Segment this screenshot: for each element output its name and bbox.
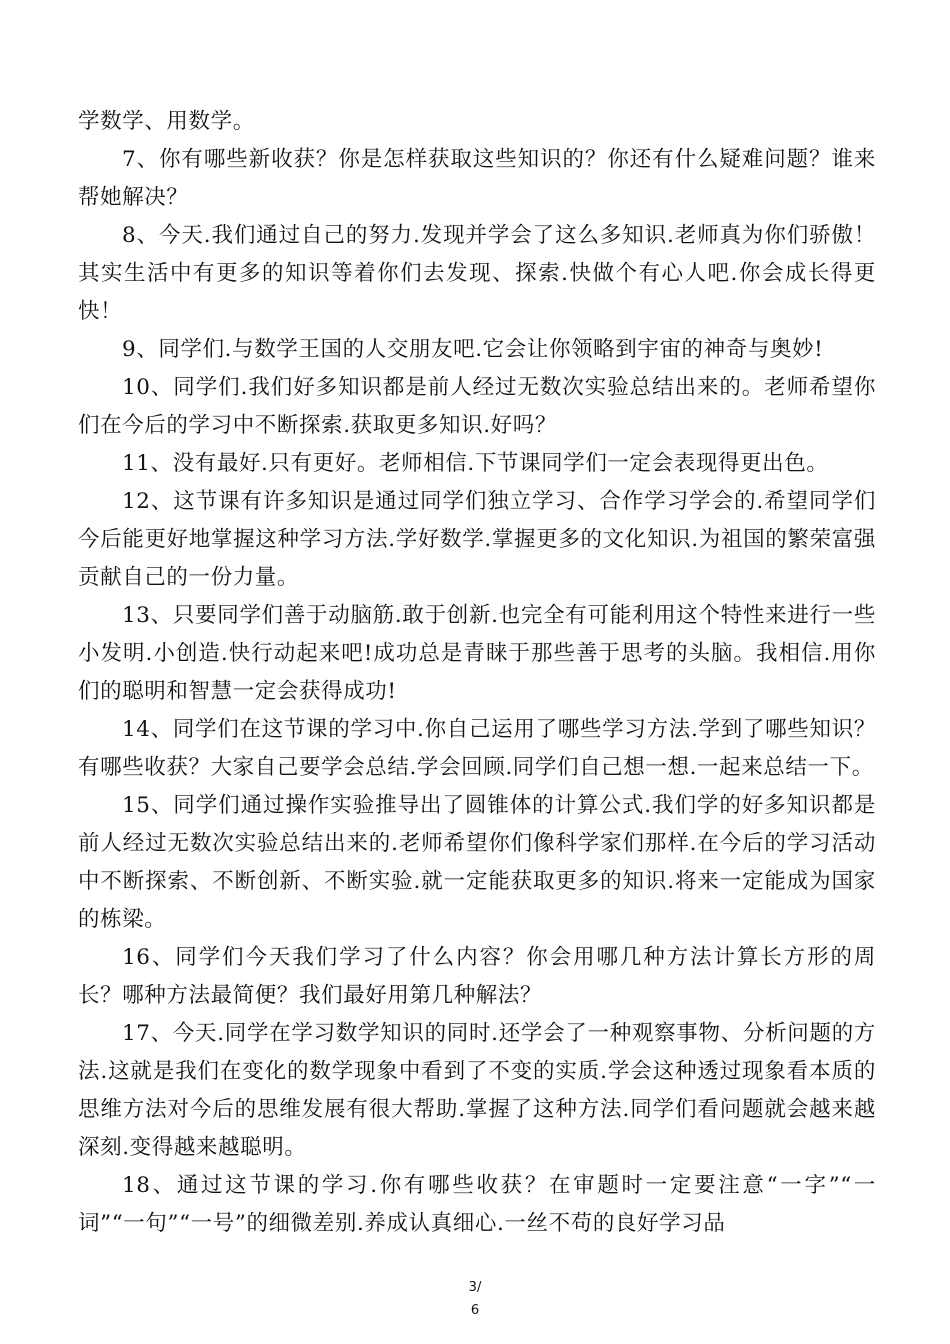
paragraph-item-16: 16、同学们今天我们学习了什么内容？你会用哪几种方法计算长方形的周长？哪种方法最简便？我们最好用第几种解法？ (78, 945, 876, 1008)
document-body (78, 103, 876, 1243)
paragraph-continuation: 学数学、用数学。 (78, 109, 255, 134)
paragraph-item-8: 8、今天.我们通过自己的努力.发现并学会了这么多知识.老师真为你们骄傲！其实生活中有更多的知识等着你们去发现、探索.快做个有心人吧.你会成长得更快！ (78, 223, 876, 324)
paragraph-item-10: 10、同学们.我们好多知识都是前人经过无数次实验总结出来的。老师希望你们在今后的学习中不断探索.获取更多知识.好吗？ (78, 375, 876, 438)
paragraph-item-9: 9、同学们.与数学王国的人交朋友吧.它会让你领略到宇宙的神奇与奥妙! (122, 337, 824, 362)
paragraph-item-12: 12、这节课有许多知识是通过同学们独立学习、合作学习学会的.希望同学们今后能更好地掌握这种学习方法.学好数学.掌握更多的文化知识.为祖国的繁荣富强贡献自己的一份力量。 (78, 489, 876, 590)
paragraph-item-11: 11、没有最好.只有更好。老师相信.下节课同学们一定会表现得更出色。 (122, 451, 829, 476)
page-number: 3/ (468, 1280, 482, 1295)
paragraph-item-17: 17、今天.同学在学习数学知识的同时.还学会了一种观察事物、分析问题的方法.这就是我们在变化的数学现象中看到了不变的实质.学会这种透过现象看本质的思维方法对今后的思维发展有很大帮助.掌握了这种方法.同学们看问题就会越来越深刻.变得越来越聪明。 (78, 1021, 876, 1160)
paragraph-item-7: 7、你有哪些新收获？你是怎样获取这些知识的？你还有什么疑难问题？谁来帮她解决？ (78, 147, 876, 210)
page-total: 6 (470, 1303, 480, 1318)
page-footer (0, 1276, 950, 1322)
paragraph-item-13: 13、只要同学们善于动脑筋.敢于创新.也完全有可能利用这个特性来进行一些小发明.小创造.快行动起来吧!成功总是青睐于那些善于思考的头脑。我相信.用你们的聪明和智慧一定会获得成功! (78, 603, 876, 704)
paragraph-item-14: 14、同学们在这节课的学习中.你自己运用了哪些学习方法.学到了哪些知识？有哪些收获？大家自己要学会总结.学会回顾.同学们自己想一想.一起来总结一下。 (78, 717, 876, 780)
paragraph-item-18: 18、通过这节课的学习.你有哪些收获？在审题时一定要注意“一字”“一词”“一句”“一号”的细微差别.养成认真细心.一丝不苟的良好学习品 (78, 1173, 876, 1236)
paragraph-item-15: 15、同学们通过操作实验推导出了圆锥体的计算公式.我们学的好多知识都是前人经过无数次实验总结出来的.老师希望你们像科学家们那样.在今后的学习活动中不断探索、不断创新、不断实验.就一定能获取更多的知识.将来一定能成为国家的栋梁。 (78, 793, 876, 932)
